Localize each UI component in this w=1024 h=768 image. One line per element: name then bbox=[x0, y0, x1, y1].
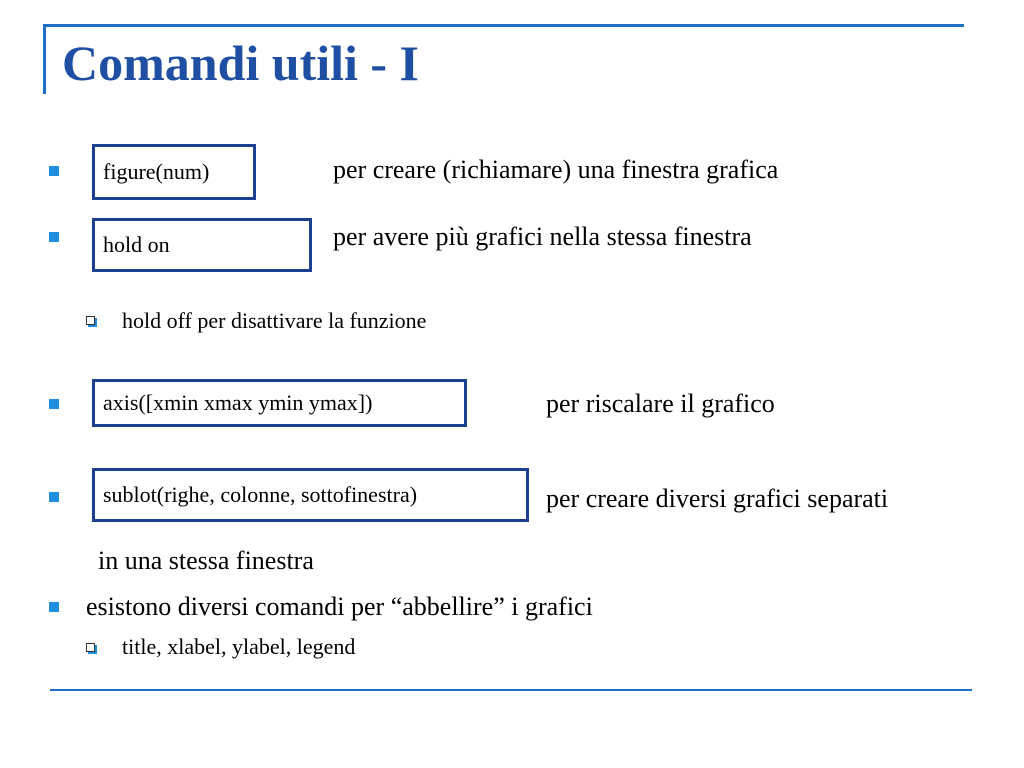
sub-bullet-icon bbox=[86, 316, 95, 325]
command-description: per creare diversi grafici separati bbox=[546, 484, 889, 513]
frame-top-line bbox=[43, 24, 964, 27]
command-description: per avere più grafici nella stessa finestra bbox=[333, 222, 752, 251]
command-box-figure bbox=[92, 144, 256, 200]
command-box-axis bbox=[92, 379, 467, 427]
bullet-square-icon bbox=[49, 232, 59, 242]
slide-title: Comandi utili - I bbox=[62, 35, 420, 91]
frame-left-line bbox=[43, 24, 46, 94]
bullet-square-icon bbox=[49, 602, 59, 612]
command-text: sublot(righe, colonne, sottofinestra) bbox=[103, 482, 418, 507]
command-description: per creare (richiamare) una finestra grafica bbox=[333, 155, 779, 184]
command-description: per riscalare il grafico bbox=[546, 389, 775, 418]
command-text: axis([xmin xmax ymin ymax]) bbox=[103, 390, 373, 415]
command-text: hold on bbox=[103, 232, 170, 257]
bullet-square-icon bbox=[49, 166, 59, 176]
sub-item-text: title, xlabel, ylabel, legend bbox=[122, 634, 356, 659]
bullet-square-icon bbox=[49, 492, 59, 502]
command-box-sublot bbox=[92, 468, 529, 522]
bottom-rule-line bbox=[50, 689, 972, 691]
description-continuation: in una stessa finestra bbox=[98, 546, 314, 575]
sub-item-text: hold off per disattivare la funzione bbox=[122, 308, 427, 333]
sub-bullet-icon bbox=[86, 643, 95, 652]
bullet-square-icon bbox=[49, 399, 59, 409]
command-box-hold-on bbox=[92, 218, 312, 272]
bullet-text: esistono diversi comandi per “abbellire” i grafici bbox=[86, 592, 593, 621]
command-text: figure(num) bbox=[103, 159, 210, 184]
